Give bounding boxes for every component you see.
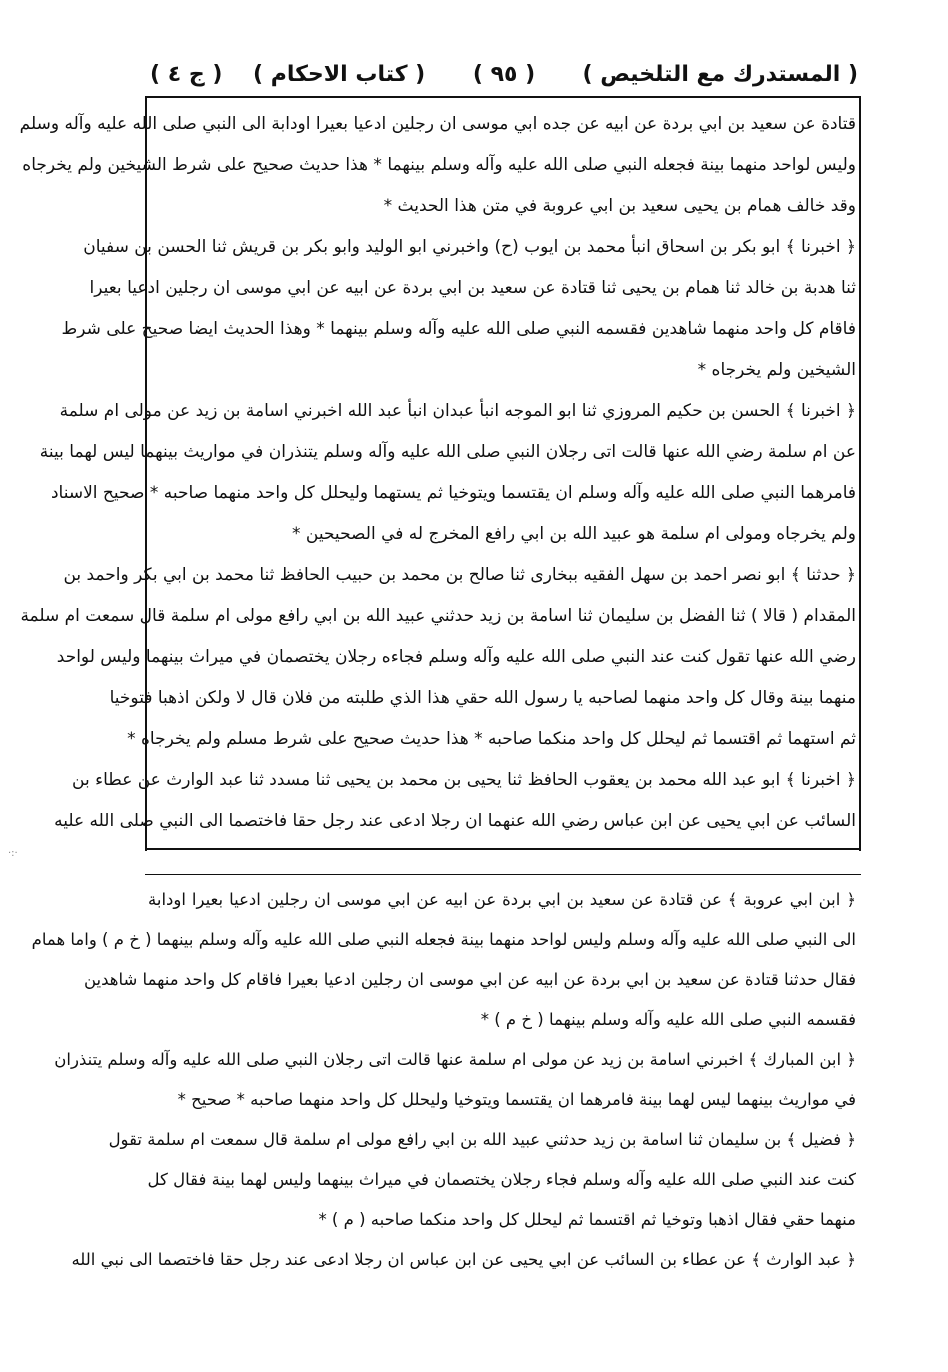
footnote-line: ﴿ عبد الوارث ﴾ عن عطاء بن السائب عن ابي يحيى عن ابن عباس ان رجلا ادعى عند رجل حقا فاختصما الى نبي الله bbox=[71, 1250, 856, 1269]
main-line: ﴿ حدثنا ﴾ ابو نصر احمد بن سهل الفقيه ببخارى ثنا صالح بن محمد بن حبيب الحافظ ثنا محمد بن ابي بكر واحمد بن bbox=[63, 565, 856, 585]
main-line: ولم يخرجاه ومولى ام سلمة هو عبيد الله بن ابي رافع المخرج له في الصحيحين * bbox=[291, 524, 856, 544]
footnote-line: ﴿ فضيل ﴾ بن سليمان ثنا اسامة بن زيد حدثني عبيد الله بن ابي رافع مولى ام سلمة قال سمعت ام سلمة تقول bbox=[108, 1130, 856, 1149]
main-line: فامرهما النبي صلى الله عليه وآله وسلم ان يقتسما ويتوخيا ثم يستهما وليحلل كل واحد منهما صاحبه * صحيح الاسناد bbox=[50, 483, 856, 503]
footnote-line: الى النبي صلى الله عليه وآله وسلم وليس لواحد منهما بينة فجعله النبي صلى الله عليه وآله وسلم بينهما ( خ م ) واما همام bbox=[31, 930, 856, 949]
talkhis-commentary bbox=[31, 880, 856, 1280]
main-line: ﴿ اخبرنا ﴾ الحسن بن حكيم المروزي ثنا ابو الموجه انبأ عبدان انبأ عبد الله اخبرني اسامة بن زيد عن مولى ام سلمة bbox=[59, 401, 856, 421]
footnote-line: ﴿ ابن ابي عروبة ﴾ عن قتادة عن سعيد بن ابي بردة عن ابيه عن ابي موسى ان رجلين ادعيا بعيرا اودابة bbox=[148, 890, 856, 909]
footnote-line: في مواريث بينهما ليس لهما بينة فامرهما ان يقتسما ويتوخيا وليحلل كل واحد منهما صاحبه * صحيح * bbox=[177, 1090, 856, 1109]
main-line: ﴿ اخبرنا ﴾ ابو عبد الله محمد بن يعقوب الحافظ ثنا يحيى بن محمد بن يحيى ثنا مسدد ثنا عبد الوارث عن عطاء بن bbox=[72, 770, 856, 790]
main-line: عن ام سلمة رضي الله عنها قالت اتى رجلان النبي صلى الله عليه وآله وسلم يتنذران في مواريث بينهما ليس لهما بينة bbox=[39, 442, 856, 462]
footnote-line: كنت عند النبي صلى الله عليه وآله وسلم فجاء رجلان يختصمان في ميراث بينهما وليس لهما بينة فقال كل bbox=[147, 1170, 856, 1189]
main-line: ثنا هدبة بن خالد ثنا همام بن يحيى ثنا قتادة عن سعيد بن ابي بردة عن ابيه عن ابي موسى ان رجلين ادعيا بعيرا bbox=[89, 278, 856, 298]
main-line: وقد خالف همام بن يحيى سعيد بن ابي عروبة في متن هذا الحديث * bbox=[383, 196, 856, 216]
footnote-line: فقال حدثنا قتادة عن سعيد بن ابي بردة عن ابيه عن ابي موسى ان رجلين ادعيا بعيرا فاقام كل واحد منهما شاهدين bbox=[83, 970, 856, 989]
main-line: الشيخين ولم يخرجاه * bbox=[697, 360, 856, 380]
main-line: رضي الله عنها تقول كنت عند النبي صلى الله عليه وآله وسلم فجاءه رجلان يختصمان في ميراث بينهما وليس لواحد bbox=[56, 647, 856, 667]
main-line: ثم استهما ثم اقتسما ثم ليحلل كل واحد منكما صاحبه * هذا حديث صحيح على شرط مسلم ولم يخرجاه * bbox=[127, 729, 856, 749]
main-line: ﴿ اخبرنا ﴾ ابو بكر بن اسحاق انبأ محمد بن ايوب (ح) واخبرني ابو الوليد وابو بكر بن قريش ثنا الحسن بن سفيان bbox=[83, 237, 856, 257]
main-line: فاقام كل واحد منهما شاهدين فقسمه النبي صلى الله عليه وآله وسلم بينهما * وهذا الحديث ايضا صحيح على شرط bbox=[61, 319, 856, 339]
page-number: ( ٩٥ ) bbox=[472, 62, 536, 87]
frame-top-rule bbox=[145, 96, 861, 98]
footnote-line: ﴿ ابن المبارك ﴾ اخبرني اسامة بن زيد عن مولى ام سلمة عنها قالت اتى رجلان النبي صلى الله عليه وآله وسلم يتنذران bbox=[54, 1050, 856, 1069]
main-line: منهما بينة وقال كل واحد منهما لصاحبه يا رسول الله حقي هذا الذي طلبته من فلان قال لا ولكن اذهبا فتوخيا bbox=[109, 688, 856, 708]
footnote-line: منهما حقي فقال اذهبا وتوخيا ثم اقتسما ثم ليحلل كل واحد منكما صاحبه ( م ) * bbox=[318, 1210, 856, 1229]
main-line: وليس لواحد منهما بينة فجعله النبي صلى الله عليه وآله وسلم بينهما * هذا حديث صحيح على شرط الشيخين ولم يخرجاه bbox=[22, 155, 856, 175]
main-text-block bbox=[19, 104, 856, 842]
chapter-volume bbox=[150, 62, 425, 87]
chapter-title: ( كتاب الاحكام ) bbox=[253, 62, 426, 87]
margin-mark: ·:· bbox=[8, 848, 18, 859]
book-title: ( المستدرك مع التلخيص ) bbox=[582, 62, 858, 87]
main-line: قتادة عن سعيد بن ابي بردة عن ابيه عن جده ابي موسى ان رجلين ادعيا بعيرا اودابة الى النبي صلى الله عليه وآله وسلم bbox=[19, 114, 856, 134]
main-line: المقدام ( قالا ) ثنا الفضل بن سليمان ثنا اسامة بن زيد حدثني عبيد الله بن ابي رافع مولى ام سلمة قال سمعت ام سلمة bbox=[20, 606, 856, 626]
footnote-line: فقسمه النبي صلى الله عليه وآله وسلم بينهما ( خ م ) * bbox=[480, 1010, 856, 1029]
section-divider bbox=[145, 848, 861, 850]
main-line: السائب عن ابي يحيى عن ابن عباس رضي الله عنهما ان رجلا ادعى عند رجل حقا فاختصما الى النبي صلى الله عليه bbox=[54, 811, 856, 831]
frame-right-rule bbox=[859, 96, 861, 851]
footnote-rule bbox=[145, 874, 861, 875]
page-header bbox=[150, 56, 858, 96]
volume-label: ( ج ٤ ) bbox=[150, 62, 223, 87]
